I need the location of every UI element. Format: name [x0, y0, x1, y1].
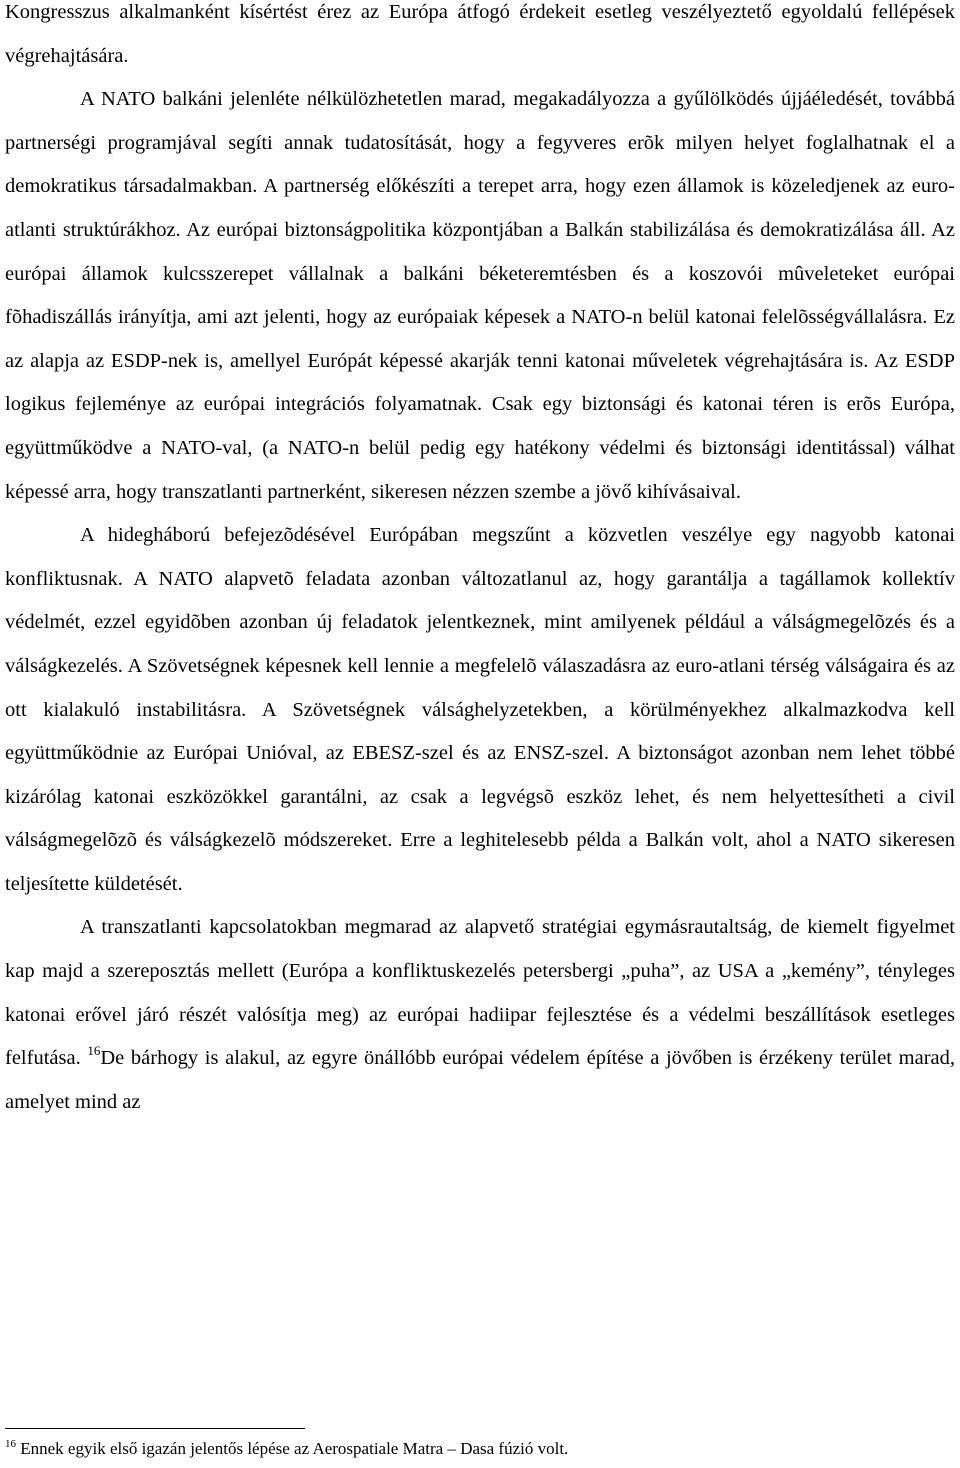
- footnote: [5, 1438, 955, 1460]
- page-body: [5, 0, 955, 1124]
- paragraph-4-text-after-ref: De bárhogy is alakul, az egyre önállóbb európai védelem építése a jövőben is érzékeny terület marad, amelyet mind az: [5, 1047, 955, 1113]
- paragraph-3: A hidegháború befejezõdésével Európában megszűnt a közvetlen veszélye egy nagyobb katonai konfliktusnak. A NATO alapvetõ feladata azonban változatlanul az, hogy garantálja a tagállamok kollektív védelmét, ezzel egyidõben azonban új feladatok jelentkeznek, mint amilyenek például a válságmegelõzés és a válságkezelés. A Szövetségnek képesnek kell lennie a megfelelõ válaszadásra az euro-atlani térség válságaira és az ott kialakuló instabilitásra. A Szövetségnek válsághelyzetekben, a körülményekhez alkalmazkodva kell együttműködnie az Európai Unióval, az EBESZ-szel és az ENSZ-szel. A biztonságot azonban nem lehet többé kizárólag katonai eszközökkel garantálni, az csak a legvégsõ eszköz lehet, és nem helyettesítheti a civil válságmegelõzõ és válságkezelõ módszereket. Erre a leghitelesebb példa a Balkán volt, ahol a NATO sikeresen teljesítette küldetését.: [5, 524, 955, 895]
- paragraph-1: Kongresszus alkalmanként kísértést érez az Európa átfogó érdekeit esetleg veszélyeztető egyoldalú fellépések végrehajtására.: [5, 1, 955, 67]
- paragraph-4: [5, 906, 955, 1124]
- paragraph-2: A NATO balkáni jelenléte nélkülözhetetlen marad, megakadályozza a gyűlölködés újjáéledését, továbbá partnerségi programjával segíti annak tudatosítását, hogy a fegyveres erõk milyen helyet foglalhatnak el a demokratikus társadalmakban. A partnerség előkészíti a terepet arra, hogy ezen államok is közeledjenek az euro-atlanti struktúrákhoz. Az európai biztonságpolitika központjában a Balkán stabilizálása és demokratizálása áll. Az európai államok kulcsszerepet vállalnak a balkáni béketeremtésben és a koszovói mûveleteket európai fõhadiszállás irányítja, ami azt jelenti, hogy az európaiak képesek a NATO-n belül katonai felelõsségvállalásra. Ez az alapja az ESDP-nek is, amellyel Európát képessé akarják tenni katonai műveletek végrehajtására is. Az ESDP logikus fejleménye az európai integrációs folyamatnak. Csak egy biztonsági és katonai téren is erõs Európa, együttműködve a NATO-val, (a NATO-n belül pedig egy hatékony védelmi és biztonsági identitással) válhat képessé arra, hogy transzatlanti partnerként, sikeresen nézzen szembe a jövő kihívásaival.: [5, 88, 955, 503]
- paragraph-4-text-before-ref: A transzatlanti kapcsolatokban megmarad az alapvető stratégiai egymásrautaltság, de kiemelt figyelmet kap majd a szereposztás mellett (Európa a konfliktuskezelés petersbergi „puha”, az USA a „kemény”, tényleges katonai erővel járó részét valósítja meg) az európai hadiipar fejlesztése és a védelmi beszállítások esetleges felfutása.: [5, 916, 955, 1070]
- footnote-number: 16: [5, 1438, 16, 1450]
- footnote-divider: [5, 1428, 305, 1429]
- footnote-reference: 16: [87, 1043, 101, 1059]
- footnote-text: Ennek egyik első igazán jelentős lépése az Aerospatiale Matra – Dasa fúzió volt.: [16, 1439, 569, 1458]
